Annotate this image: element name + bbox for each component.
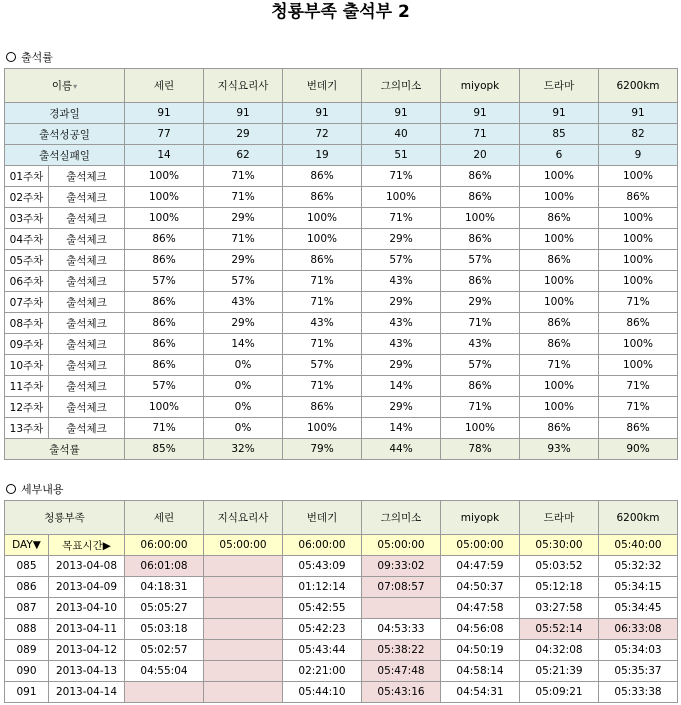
summary-value-cell[interactable]: 6 xyxy=(520,145,599,166)
target-time-row xyxy=(5,535,678,556)
week-rate-cell[interactable]: 100% xyxy=(125,187,204,208)
week-rate-cell[interactable]: 86% xyxy=(125,229,204,250)
attendance-rate-row xyxy=(5,439,678,460)
week-rate-cell[interactable]: 71% xyxy=(441,313,520,334)
week-label-cell[interactable]: 07주차 xyxy=(5,292,49,313)
week-rate-cell[interactable]: 29% xyxy=(362,229,441,250)
week-rate-cell[interactable]: 86% xyxy=(125,250,204,271)
check-in-time-cell[interactable]: 05:32:32 xyxy=(599,556,678,577)
summary-value-cell[interactable]: 62 xyxy=(204,145,283,166)
day-number-cell[interactable]: 088 xyxy=(5,619,49,640)
summary-label-cell[interactable]: 출석성공일 xyxy=(5,124,125,145)
week-rate-cell[interactable]: 71% xyxy=(362,208,441,229)
week-label-cell[interactable]: 12주차 xyxy=(5,397,49,418)
date-cell[interactable]: 2013-04-10 xyxy=(49,598,125,619)
check-in-time-cell[interactable]: 06:01:08 xyxy=(125,556,204,577)
summary-value-cell[interactable]: 91 xyxy=(125,103,204,124)
member-header-cell[interactable]: 그의미소 xyxy=(362,69,441,103)
week-rate-cell[interactable]: 43% xyxy=(441,334,520,355)
week-rate-cell[interactable]: 100% xyxy=(125,397,204,418)
member-header-cell[interactable]: 번데기 xyxy=(283,501,362,535)
week-rate-cell[interactable]: 29% xyxy=(362,397,441,418)
day-row xyxy=(5,682,678,703)
week-rate-cell[interactable]: 29% xyxy=(204,250,283,271)
day-row xyxy=(5,619,678,640)
week-rate-cell[interactable]: 86% xyxy=(125,313,204,334)
week-rate-cell[interactable]: 71% xyxy=(441,397,520,418)
summary-value-cell[interactable]: 14 xyxy=(125,145,204,166)
check-label-cell[interactable]: 출석체크 xyxy=(49,313,125,334)
check-in-time-cell[interactable]: 05:02:57 xyxy=(125,640,204,661)
week-rate-cell[interactable]: 86% xyxy=(599,418,678,439)
check-in-time-cell[interactable]: 04:18:31 xyxy=(125,577,204,598)
check-in-time-cell[interactable]: 05:38:22 xyxy=(362,640,441,661)
check-in-time-cell[interactable] xyxy=(362,598,441,619)
week-rate-cell[interactable]: 100% xyxy=(599,208,678,229)
day-row xyxy=(5,556,678,577)
week-rate-cell[interactable]: 100% xyxy=(362,187,441,208)
check-in-time-cell[interactable]: 05:34:03 xyxy=(599,640,678,661)
week-rate-cell[interactable]: 100% xyxy=(125,208,204,229)
check-in-time-cell[interactable]: 05:12:18 xyxy=(520,577,599,598)
check-in-time-cell[interactable] xyxy=(204,619,283,640)
detail-table xyxy=(4,500,678,703)
week-rate-cell[interactable]: 29% xyxy=(441,292,520,313)
week-rate-cell[interactable]: 100% xyxy=(283,418,362,439)
day-row xyxy=(5,640,678,661)
member-header-cell[interactable]: miyopk xyxy=(441,501,520,535)
summary-value-cell[interactable]: 91 xyxy=(362,103,441,124)
week-rate-cell[interactable]: 100% xyxy=(520,292,599,313)
week-rate-cell[interactable]: 14% xyxy=(362,376,441,397)
check-in-time-cell[interactable]: 05:47:48 xyxy=(362,661,441,682)
summary-value-cell[interactable]: 9 xyxy=(599,145,678,166)
day-row xyxy=(5,598,678,619)
target-time-cell[interactable]: 05:30:00 xyxy=(520,535,599,556)
circle-bullet-icon xyxy=(6,52,16,62)
summary-value-cell[interactable]: 20 xyxy=(441,145,520,166)
day-number-cell[interactable]: 089 xyxy=(5,640,49,661)
week-rate-cell[interactable]: 43% xyxy=(204,292,283,313)
week-label-cell[interactable]: 03주차 xyxy=(5,208,49,229)
week-rate-cell[interactable]: 57% xyxy=(441,250,520,271)
day-dropdown-cell[interactable]: DAY▼ xyxy=(5,535,49,556)
week-rate-cell[interactable]: 86% xyxy=(283,250,362,271)
week-rate-cell[interactable]: 14% xyxy=(204,334,283,355)
check-in-time-cell[interactable]: 05:43:16 xyxy=(362,682,441,703)
check-in-time-cell[interactable]: 04:32:08 xyxy=(520,640,599,661)
rate-value-cell[interactable]: 90% xyxy=(599,439,678,460)
date-cell[interactable]: 2013-04-13 xyxy=(49,661,125,682)
check-in-time-cell[interactable]: 05:34:15 xyxy=(599,577,678,598)
week-row xyxy=(5,313,678,334)
week-rate-cell[interactable]: 100% xyxy=(520,187,599,208)
week-label-cell[interactable]: 09주차 xyxy=(5,334,49,355)
week-rate-cell[interactable]: 57% xyxy=(204,271,283,292)
week-row xyxy=(5,334,678,355)
week-rate-cell[interactable]: 86% xyxy=(283,187,362,208)
week-rate-cell[interactable]: 86% xyxy=(520,208,599,229)
summary-value-cell[interactable]: 40 xyxy=(362,124,441,145)
week-rate-cell[interactable]: 71% xyxy=(204,187,283,208)
week-rate-cell[interactable]: 86% xyxy=(441,271,520,292)
check-in-time-cell[interactable]: 06:33:08 xyxy=(599,619,678,640)
week-rate-cell[interactable]: 43% xyxy=(362,334,441,355)
member-header-cell[interactable]: 드라마 xyxy=(520,501,599,535)
member-header-cell[interactable]: 세린 xyxy=(125,501,204,535)
day-number-cell[interactable]: 086 xyxy=(5,577,49,598)
check-in-time-cell[interactable]: 05:44:10 xyxy=(283,682,362,703)
check-label-cell[interactable]: 출석체크 xyxy=(49,250,125,271)
check-in-time-cell[interactable] xyxy=(204,661,283,682)
member-header-cell[interactable]: 6200km xyxy=(599,501,678,535)
week-rate-cell[interactable]: 71% xyxy=(283,376,362,397)
week-rate-cell[interactable]: 100% xyxy=(599,166,678,187)
week-rate-cell[interactable]: 86% xyxy=(520,418,599,439)
member-header-cell[interactable]: 지식요리사 xyxy=(204,69,283,103)
check-in-time-cell[interactable]: 04:47:59 xyxy=(441,556,520,577)
week-rate-cell[interactable]: 71% xyxy=(204,166,283,187)
week-row xyxy=(5,376,678,397)
member-header-cell[interactable]: 번데기 xyxy=(283,69,362,103)
week-rate-cell[interactable]: 71% xyxy=(125,418,204,439)
header-row xyxy=(5,69,678,103)
week-rate-cell[interactable]: 14% xyxy=(362,418,441,439)
check-label-cell[interactable]: 출석체크 xyxy=(49,166,125,187)
target-time-cell[interactable]: 05:00:00 xyxy=(362,535,441,556)
check-in-time-cell[interactable]: 05:34:45 xyxy=(599,598,678,619)
week-rate-cell[interactable]: 100% xyxy=(283,208,362,229)
week-rate-cell[interactable]: 71% xyxy=(599,376,678,397)
week-rate-cell[interactable]: 0% xyxy=(204,355,283,376)
day-row xyxy=(5,577,678,598)
week-rate-cell[interactable]: 86% xyxy=(441,376,520,397)
week-rate-cell[interactable]: 86% xyxy=(599,313,678,334)
week-rate-cell[interactable]: 71% xyxy=(599,397,678,418)
week-row xyxy=(5,418,678,439)
name-header-cell[interactable] xyxy=(5,69,125,103)
check-in-time-cell[interactable]: 05:52:14 xyxy=(520,619,599,640)
week-rate-cell[interactable]: 71% xyxy=(283,334,362,355)
check-in-time-cell[interactable] xyxy=(204,577,283,598)
week-rate-cell[interactable]: 86% xyxy=(520,313,599,334)
week-rate-cell[interactable]: 100% xyxy=(520,376,599,397)
check-in-time-cell[interactable]: 05:35:37 xyxy=(599,661,678,682)
week-rate-cell[interactable]: 100% xyxy=(520,229,599,250)
target-time-cell[interactable]: 06:00:00 xyxy=(125,535,204,556)
week-label-cell[interactable]: 08주차 xyxy=(5,313,49,334)
check-in-time-cell[interactable]: 05:33:38 xyxy=(599,682,678,703)
check-in-time-cell[interactable]: 04:47:58 xyxy=(441,598,520,619)
check-label-cell[interactable]: 출석체크 xyxy=(49,376,125,397)
filter-dropdown-icon[interactable]: ▾ xyxy=(73,82,78,91)
week-rate-cell[interactable]: 100% xyxy=(520,397,599,418)
attendance-section-label: 출석률 xyxy=(6,51,53,65)
rate-label-cell[interactable]: 출석률 xyxy=(5,439,125,460)
check-in-time-cell[interactable]: 04:55:04 xyxy=(125,661,204,682)
target-time-label-cell[interactable]: 목표시간▶ xyxy=(49,535,125,556)
week-rate-cell[interactable]: 29% xyxy=(362,355,441,376)
detail-header-row xyxy=(5,501,678,535)
week-rate-cell[interactable]: 86% xyxy=(125,292,204,313)
summary-value-cell[interactable]: 91 xyxy=(599,103,678,124)
check-label-cell[interactable]: 출석체크 xyxy=(49,397,125,418)
check-in-time-cell[interactable]: 04:53:33 xyxy=(362,619,441,640)
check-in-time-cell[interactable]: 05:43:44 xyxy=(283,640,362,661)
rate-value-cell[interactable]: 85% xyxy=(125,439,204,460)
week-row xyxy=(5,397,678,418)
week-row xyxy=(5,166,678,187)
week-rate-cell[interactable]: 100% xyxy=(441,208,520,229)
member-header-cell[interactable]: 지식요리사 xyxy=(204,501,283,535)
summary-label-cell[interactable]: 출석실패일 xyxy=(5,145,125,166)
check-in-time-cell[interactable] xyxy=(204,598,283,619)
week-rate-cell[interactable]: 100% xyxy=(441,418,520,439)
check-in-time-cell[interactable]: 05:09:21 xyxy=(520,682,599,703)
week-rate-cell[interactable]: 100% xyxy=(599,355,678,376)
week-rate-cell[interactable]: 100% xyxy=(125,166,204,187)
member-header-cell[interactable]: 6200km xyxy=(599,69,678,103)
week-rate-cell[interactable]: 0% xyxy=(204,418,283,439)
day-number-cell[interactable]: 087 xyxy=(5,598,49,619)
summary-row xyxy=(5,145,678,166)
week-rate-cell[interactable]: 29% xyxy=(204,208,283,229)
week-row xyxy=(5,208,678,229)
week-rate-cell[interactable]: 100% xyxy=(599,229,678,250)
summary-value-cell[interactable]: 85 xyxy=(520,124,599,145)
member-header-cell[interactable]: 그의미소 xyxy=(362,501,441,535)
summary-value-cell[interactable]: 91 xyxy=(441,103,520,124)
week-rate-cell[interactable]: 100% xyxy=(599,271,678,292)
week-rate-cell[interactable]: 86% xyxy=(441,187,520,208)
sheet-title: 청룡부족 출석부 2 xyxy=(271,2,410,22)
summary-value-cell[interactable]: 91 xyxy=(204,103,283,124)
member-header-cell[interactable]: 세린 xyxy=(125,69,204,103)
rate-value-cell[interactable]: 78% xyxy=(441,439,520,460)
date-cell[interactable]: 2013-04-11 xyxy=(49,619,125,640)
date-cell[interactable]: 2013-04-09 xyxy=(49,577,125,598)
check-label-cell[interactable]: 출석체크 xyxy=(49,187,125,208)
day-row xyxy=(5,661,678,682)
week-label-cell[interactable]: 02주차 xyxy=(5,187,49,208)
week-label-cell[interactable]: 06주차 xyxy=(5,271,49,292)
check-in-time-cell[interactable]: 04:50:37 xyxy=(441,577,520,598)
week-rate-cell[interactable]: 71% xyxy=(362,166,441,187)
week-label-cell[interactable]: 05주차 xyxy=(5,250,49,271)
week-rate-cell[interactable]: 86% xyxy=(125,334,204,355)
check-in-time-cell[interactable] xyxy=(125,682,204,703)
week-rate-cell[interactable]: 86% xyxy=(441,166,520,187)
rate-value-cell[interactable]: 93% xyxy=(520,439,599,460)
check-label-cell[interactable]: 출석체크 xyxy=(49,271,125,292)
summary-value-cell[interactable]: 72 xyxy=(283,124,362,145)
target-time-cell[interactable]: 06:00:00 xyxy=(283,535,362,556)
week-rate-cell[interactable]: 71% xyxy=(599,292,678,313)
check-in-time-cell[interactable]: 03:27:58 xyxy=(520,598,599,619)
summary-value-cell[interactable]: 91 xyxy=(520,103,599,124)
check-in-time-cell[interactable]: 07:08:57 xyxy=(362,577,441,598)
week-rate-cell[interactable]: 100% xyxy=(283,229,362,250)
week-row xyxy=(5,250,678,271)
check-in-time-cell[interactable]: 02:21:00 xyxy=(283,661,362,682)
week-rate-cell[interactable]: 43% xyxy=(362,313,441,334)
check-in-time-cell[interactable]: 05:03:18 xyxy=(125,619,204,640)
member-header-cell[interactable]: 드라마 xyxy=(520,69,599,103)
week-rate-cell[interactable]: 86% xyxy=(283,397,362,418)
member-header-cell[interactable]: miyopk xyxy=(441,69,520,103)
summary-row xyxy=(5,124,678,145)
week-rate-cell[interactable]: 100% xyxy=(520,166,599,187)
week-row xyxy=(5,229,678,250)
week-row xyxy=(5,292,678,313)
date-cell[interactable]: 2013-04-12 xyxy=(49,640,125,661)
week-rate-cell[interactable]: 71% xyxy=(283,292,362,313)
check-in-time-cell[interactable] xyxy=(204,640,283,661)
target-time-cell[interactable]: 05:40:00 xyxy=(599,535,678,556)
week-rate-cell[interactable]: 86% xyxy=(520,334,599,355)
week-rate-cell[interactable]: 0% xyxy=(204,397,283,418)
week-rate-cell[interactable]: 29% xyxy=(362,292,441,313)
target-time-cell[interactable]: 05:00:00 xyxy=(204,535,283,556)
week-rate-cell[interactable]: 100% xyxy=(599,334,678,355)
week-rate-cell[interactable]: 57% xyxy=(125,376,204,397)
group-header-cell[interactable]: 청룡부족 xyxy=(5,501,125,535)
week-rate-cell[interactable]: 57% xyxy=(283,355,362,376)
rate-value-cell[interactable]: 79% xyxy=(283,439,362,460)
check-in-time-cell[interactable] xyxy=(204,682,283,703)
week-rate-cell[interactable]: 100% xyxy=(599,250,678,271)
check-in-time-cell[interactable]: 04:50:19 xyxy=(441,640,520,661)
check-label-cell[interactable]: 출석체크 xyxy=(49,355,125,376)
week-label-cell[interactable]: 04주차 xyxy=(5,229,49,250)
week-rate-cell[interactable]: 86% xyxy=(283,166,362,187)
week-row xyxy=(5,355,678,376)
day-number-cell[interactable]: 090 xyxy=(5,661,49,682)
check-in-time-cell[interactable]: 05:42:55 xyxy=(283,598,362,619)
target-time-cell[interactable]: 05:00:00 xyxy=(441,535,520,556)
week-label-cell[interactable]: 11주차 xyxy=(5,376,49,397)
week-rate-cell[interactable]: 86% xyxy=(125,355,204,376)
week-rate-cell[interactable]: 86% xyxy=(520,250,599,271)
check-in-time-cell[interactable]: 05:21:39 xyxy=(520,661,599,682)
check-in-time-cell[interactable]: 05:03:52 xyxy=(520,556,599,577)
week-rate-cell[interactable]: 100% xyxy=(520,271,599,292)
summary-row xyxy=(5,103,678,124)
week-rate-cell[interactable]: 71% xyxy=(283,271,362,292)
week-rate-cell[interactable]: 43% xyxy=(362,271,441,292)
check-in-time-cell[interactable]: 05:43:09 xyxy=(283,556,362,577)
summary-value-cell[interactable]: 51 xyxy=(362,145,441,166)
week-rate-cell[interactable]: 71% xyxy=(520,355,599,376)
rate-value-cell[interactable]: 32% xyxy=(204,439,283,460)
check-in-time-cell[interactable]: 04:58:14 xyxy=(441,661,520,682)
check-label-cell[interactable]: 출석체크 xyxy=(49,334,125,355)
check-in-time-cell[interactable]: 01:12:14 xyxy=(283,577,362,598)
name-header-label: 이름 xyxy=(51,80,73,92)
week-rate-cell[interactable]: 71% xyxy=(204,229,283,250)
check-label-cell[interactable]: 출석체크 xyxy=(49,292,125,313)
day-number-cell[interactable]: 085 xyxy=(5,556,49,577)
check-in-time-cell[interactable]: 05:05:27 xyxy=(125,598,204,619)
attendance-table xyxy=(4,68,678,460)
week-label-cell[interactable]: 10주차 xyxy=(5,355,49,376)
week-rate-cell[interactable]: 57% xyxy=(441,355,520,376)
date-cell[interactable]: 2013-04-08 xyxy=(49,556,125,577)
check-in-time-cell[interactable]: 05:42:23 xyxy=(283,619,362,640)
check-in-time-cell[interactable] xyxy=(204,556,283,577)
week-rate-cell[interactable]: 86% xyxy=(599,187,678,208)
check-label-cell[interactable]: 출석체크 xyxy=(49,208,125,229)
check-in-time-cell[interactable]: 04:54:31 xyxy=(441,682,520,703)
date-cell[interactable]: 2013-04-14 xyxy=(49,682,125,703)
day-number-cell[interactable]: 091 xyxy=(5,682,49,703)
week-rate-cell[interactable]: 43% xyxy=(283,313,362,334)
summary-value-cell[interactable]: 19 xyxy=(283,145,362,166)
circle-bullet-icon xyxy=(6,484,16,494)
summary-label-cell[interactable]: 경과일 xyxy=(5,103,125,124)
week-rate-cell[interactable]: 29% xyxy=(204,313,283,334)
rate-value-cell[interactable]: 44% xyxy=(362,439,441,460)
week-rate-cell[interactable]: 57% xyxy=(362,250,441,271)
summary-value-cell[interactable]: 77 xyxy=(125,124,204,145)
summary-value-cell[interactable]: 82 xyxy=(599,124,678,145)
check-in-time-cell[interactable]: 09:33:02 xyxy=(362,556,441,577)
week-label-cell[interactable]: 13주차 xyxy=(5,418,49,439)
week-row xyxy=(5,271,678,292)
check-label-cell[interactable]: 출석체크 xyxy=(49,229,125,250)
check-in-time-cell[interactable]: 04:56:08 xyxy=(441,619,520,640)
detail-section-label: 세부내용 xyxy=(6,483,64,497)
check-label-cell[interactable]: 출석체크 xyxy=(49,418,125,439)
summary-value-cell[interactable]: 71 xyxy=(441,124,520,145)
week-row xyxy=(5,187,678,208)
week-rate-cell[interactable]: 86% xyxy=(441,229,520,250)
week-rate-cell[interactable]: 57% xyxy=(125,271,204,292)
week-label-cell[interactable]: 01주차 xyxy=(5,166,49,187)
summary-value-cell[interactable]: 29 xyxy=(204,124,283,145)
week-rate-cell[interactable]: 0% xyxy=(204,376,283,397)
summary-value-cell[interactable]: 91 xyxy=(283,103,362,124)
